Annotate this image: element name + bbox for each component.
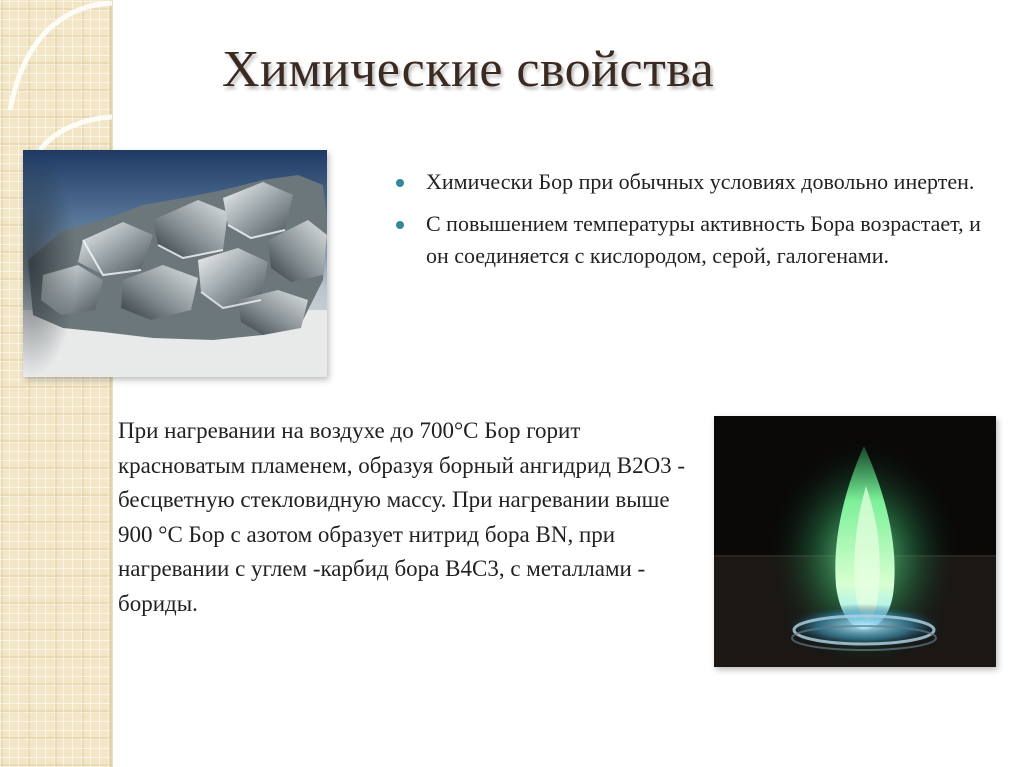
bullet-list xyxy=(396,166,986,282)
bullet-dot-icon xyxy=(396,221,404,229)
slide-title: Химические свойства xyxy=(222,41,715,98)
green-flame-image xyxy=(714,416,996,667)
bullet-text: С повышением температуры активность Бора возрастает, и он соединяется с кислородом, серой, галогенами. xyxy=(426,211,981,268)
bullet-text: Химически Бор при обычных условиях довольно инертен. xyxy=(426,169,975,194)
bullet-item xyxy=(396,166,986,198)
body-paragraph: При нагревании на воздухе до 700°С Бор горит красноватым пламенем, образуя борный ангидрид B2O3 - бесцветную стекловидную массу. При нагревании выше 900 °С Бор с азотом образует нитрид бора BN, при нагревании с углем -карбид бора B4C3, с металлами - бориды. xyxy=(118,418,686,616)
bullet-dot-icon xyxy=(396,179,404,187)
bullet-item xyxy=(396,208,986,272)
boron-crystal-image xyxy=(23,150,327,377)
